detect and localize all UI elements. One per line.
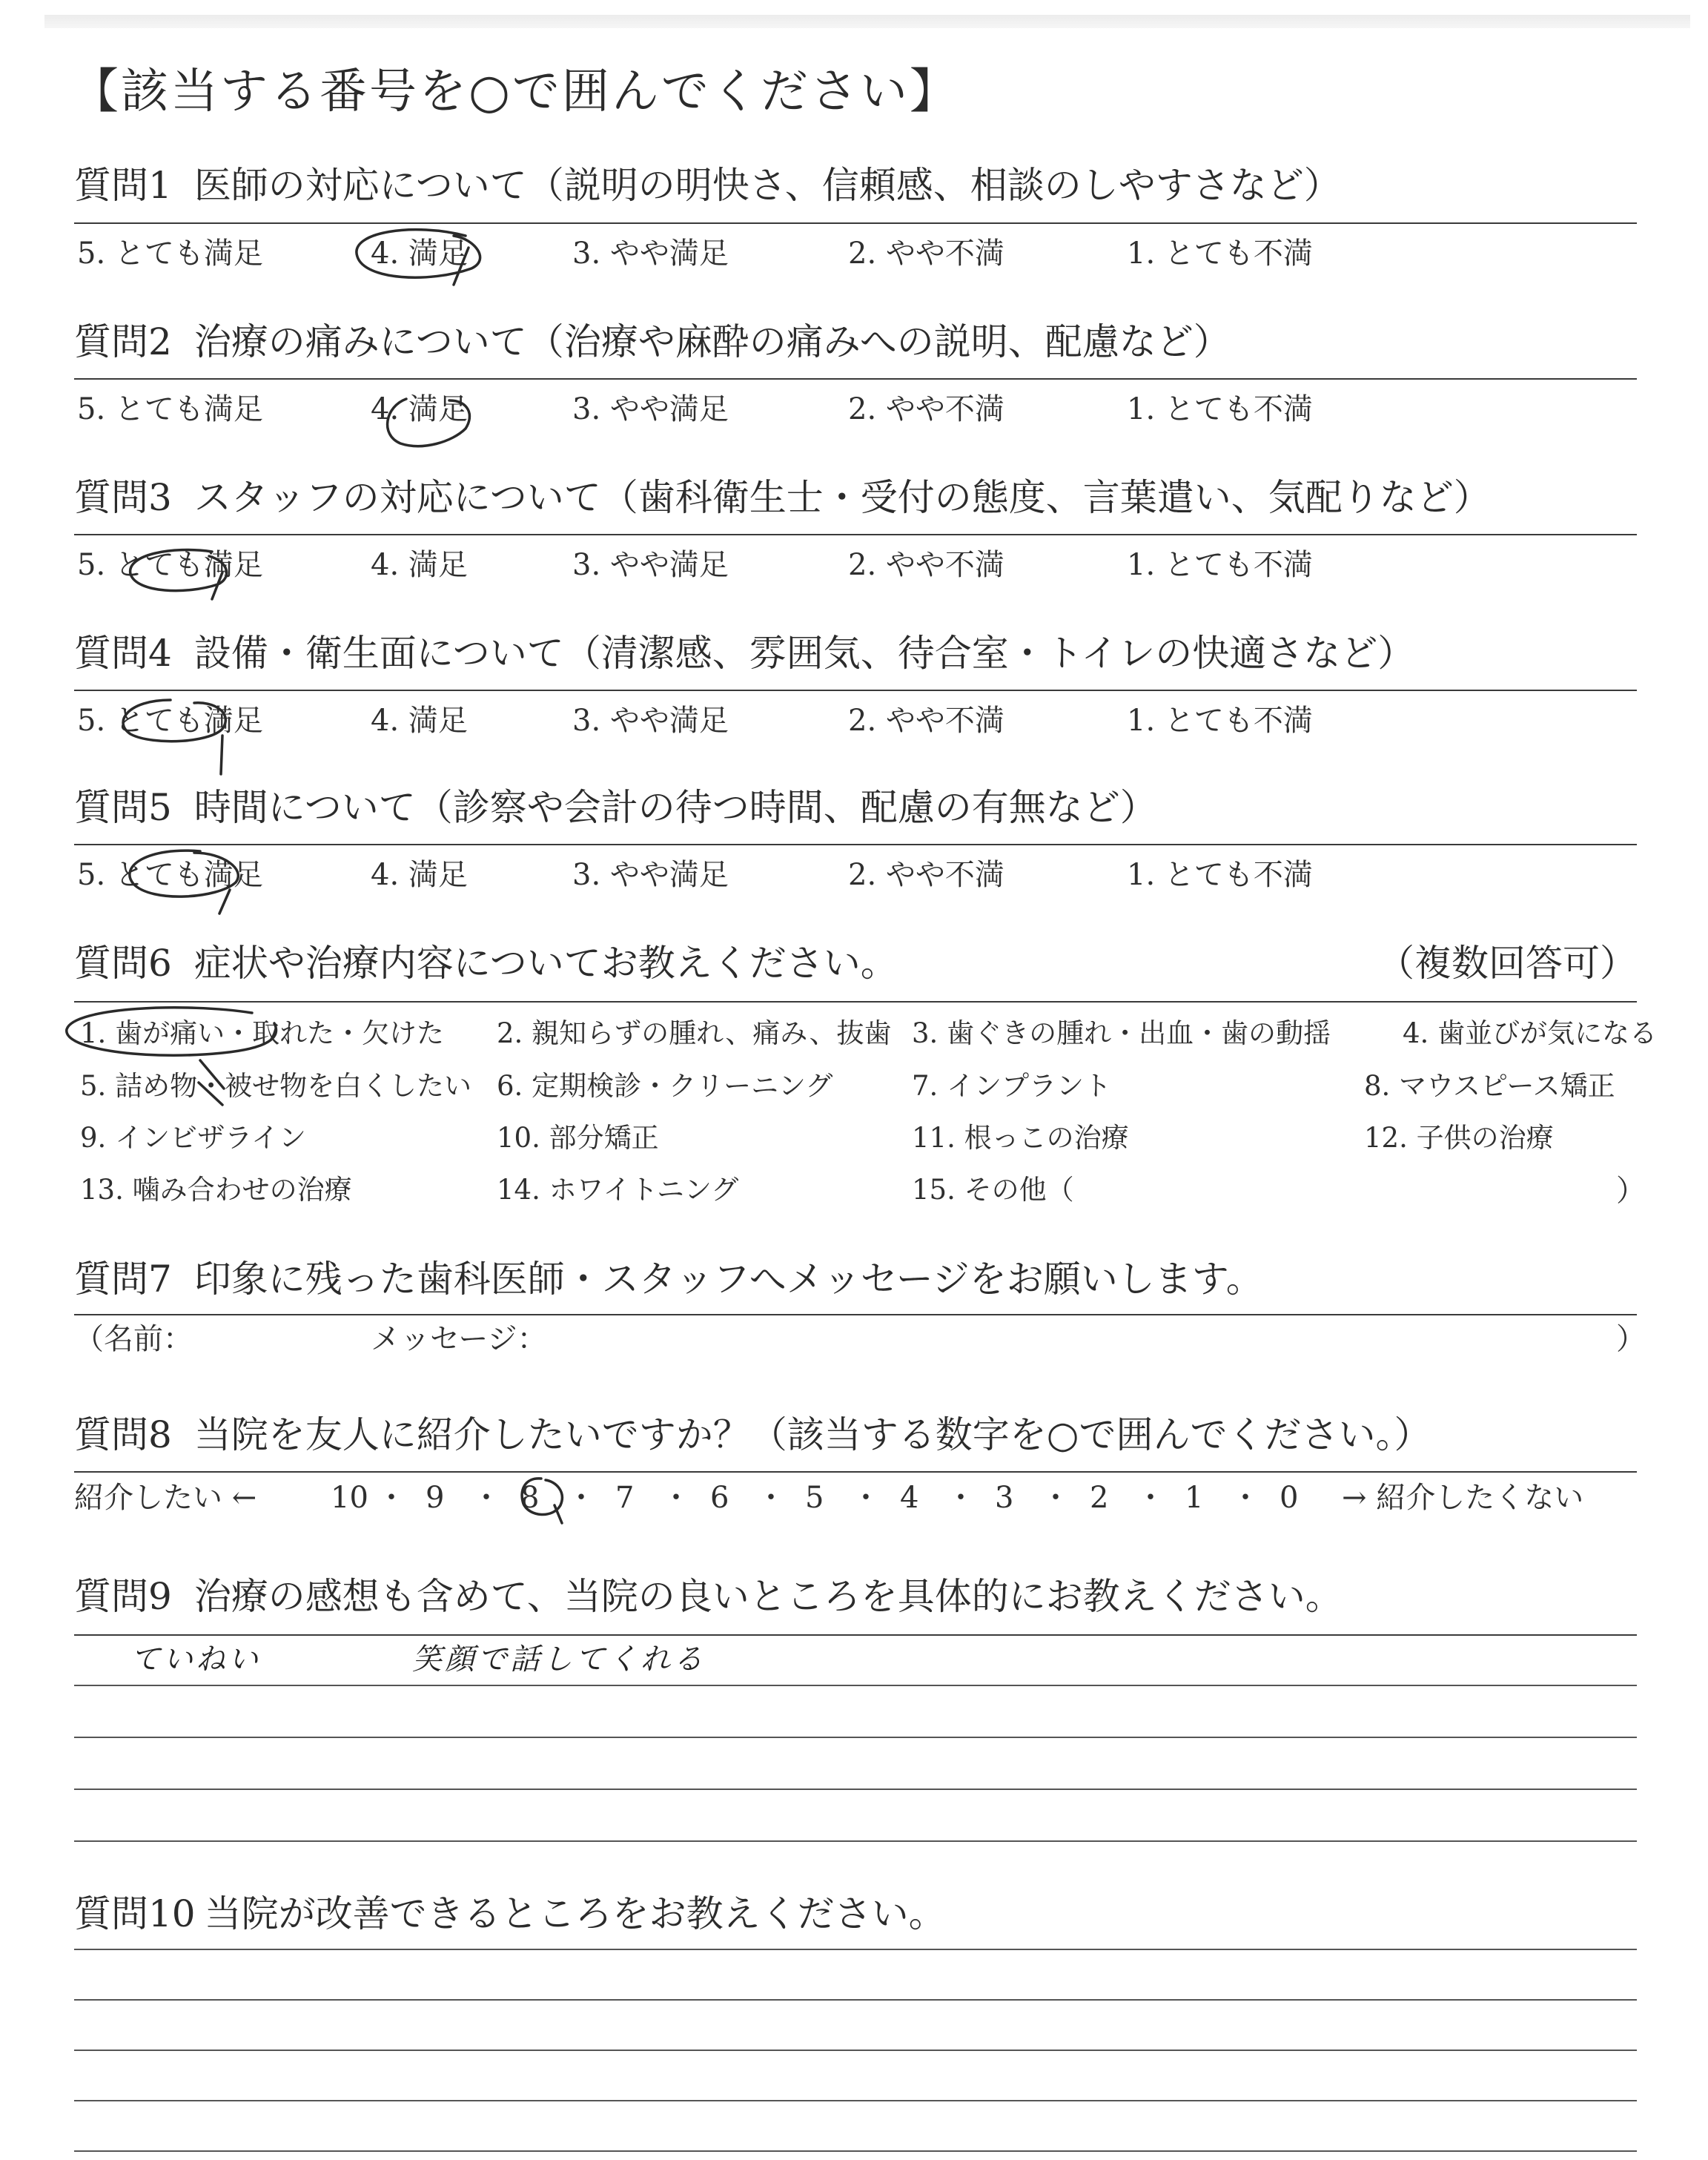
q8-scale-0[interactable]: 0 (1280, 1481, 1299, 1515)
q2-option-3[interactable]: 3. やや満足 (572, 392, 729, 426)
question-6-note: （複数回答可） (1377, 942, 1637, 985)
q6-option-3[interactable]: 3. 歯ぐきの腫れ・出血・歯の動揺 (912, 1017, 1331, 1049)
question-10-title: 質問10 当院が改善できるところをお教えください。 (74, 1892, 946, 1935)
q8-scale-6[interactable]: 6 (710, 1481, 729, 1515)
question-6 (74, 942, 1637, 986)
q4-option-2[interactable]: 2. やや不満 (848, 704, 1004, 738)
question-3-title: 質問3 スタッフの対応について（歯科衛生士・受付の態度、言葉遣い、気配りなど） (74, 476, 1491, 519)
q6-other-close-paren: ） (1616, 1174, 1646, 1208)
instruction-heading: 【該当する番号を○で囲んでください】 (71, 65, 959, 119)
q2-option-5[interactable]: 5. とても満足 (77, 392, 263, 426)
q8-scale-2[interactable]: 2 (1090, 1481, 1109, 1515)
question-9 (74, 1575, 1637, 1619)
question-3-rule (74, 534, 1637, 535)
question-9-rule (74, 1634, 1637, 1636)
q3-option-3[interactable]: 3. やや満足 (572, 548, 729, 582)
q6-option-8[interactable]: 8. マウスピース矯正 (1364, 1070, 1615, 1102)
q8-scale-7[interactable]: 7 (615, 1481, 635, 1515)
scan-top-edge (44, 15, 1690, 28)
q2-option-4[interactable]: 4. 満足 (371, 392, 468, 426)
q3-option-5[interactable]: 5. とても満足 (77, 548, 263, 582)
q8-scale-4[interactable]: 4 (900, 1481, 919, 1515)
q1-option-3[interactable]: 3. やや満足 (572, 237, 729, 271)
question-5 (74, 786, 1637, 830)
q8-separator: ・ (377, 1481, 406, 1515)
q9-answer-line[interactable] (74, 1840, 1637, 1842)
question-1 (74, 164, 1637, 208)
q8-scale-8[interactable]: 8 (520, 1481, 540, 1515)
question-5-rule (74, 844, 1637, 845)
question-7 (74, 1258, 1637, 1302)
q6-option-12[interactable]: 12. 子供の治療 (1364, 1122, 1554, 1154)
q6-option-10[interactable]: 10. 部分矯正 (497, 1122, 659, 1154)
question-2 (74, 320, 1637, 365)
q8-separator: ・ (756, 1481, 786, 1515)
question-7-title: 質問7 印象に残った歯科医師・スタッフへメッセージをお願いします。 (74, 1258, 1263, 1301)
question-8-rule (74, 1471, 1637, 1473)
q8-separator: ・ (1041, 1481, 1070, 1515)
question-5-title: 質問5 時間について（診察や会計の待つ時間、配慮の有無など） (74, 786, 1157, 829)
q4-option-1[interactable]: 1. とても不満 (1127, 704, 1313, 738)
q8-left-label: 紹介したい ← (74, 1481, 257, 1515)
q3-option-4[interactable]: 4. 満足 (371, 548, 468, 582)
q6-option-6[interactable]: 6. 定期検診・クリーニング (497, 1070, 833, 1102)
q9-answer-line[interactable] (74, 1789, 1637, 1790)
q8-scale-3[interactable]: 3 (995, 1481, 1014, 1515)
question-2-rule (74, 378, 1637, 380)
q4-option-4[interactable]: 4. 満足 (371, 704, 468, 738)
q10-answer-line[interactable] (74, 2100, 1637, 2101)
q8-separator: ・ (851, 1481, 881, 1515)
q8-scale-1[interactable]: 1 (1185, 1481, 1204, 1515)
question-4-title: 質問4 設備・衛生面について（清潔感、雰囲気、待合室・トイレの快適さなど） (74, 632, 1415, 675)
q5-option-3[interactable]: 3. やや満足 (572, 858, 729, 892)
question-1-title: 質問1 医師の対応について（説明の明快さ、信頼感、相談のしやすさなど） (74, 164, 1341, 207)
question-7-rule (74, 1314, 1637, 1315)
question-6-title: 質問6 症状や治療内容についてお教えください。 (74, 942, 898, 985)
question-1-rule (74, 222, 1637, 224)
q6-option-7[interactable]: 7. インプラント (912, 1070, 1112, 1102)
q1-option-5[interactable]: 5. とても満足 (77, 237, 263, 271)
q6-option-2[interactable]: 2. 親知らずの腫れ、痛み、抜歯 (497, 1017, 892, 1049)
q9-answer-line[interactable] (74, 1737, 1637, 1738)
question-8 (74, 1413, 1637, 1458)
q10-answer-line[interactable] (74, 2050, 1637, 2051)
q5-option-1[interactable]: 1. とても不満 (1127, 858, 1313, 892)
q8-separator: ・ (566, 1481, 596, 1515)
q3-option-1[interactable]: 1. とても不満 (1127, 548, 1313, 582)
q5-option-4[interactable]: 4. 満足 (371, 858, 468, 892)
question-10 (74, 1892, 1637, 1937)
q6-option-1[interactable]: 1. 歯が痛い・取れた・欠けた (80, 1017, 445, 1049)
q6-option-4[interactable]: 4. 歯並びが気になる (1403, 1017, 1658, 1049)
q9-answer-handwriting-2: 笑顔で話してくれる (412, 1642, 706, 1677)
q6-option-5[interactable]: 5. 詰め物・被せ物を白くしたい (80, 1070, 472, 1102)
q6-option-9[interactable]: 9. インビザライン (80, 1122, 306, 1154)
q10-answer-line[interactable] (74, 1999, 1637, 2001)
q6-option-13[interactable]: 13. 噛み合わせの治療 (80, 1174, 352, 1206)
q8-right-label: → 紹介したくない (1342, 1481, 1584, 1515)
question-6-rule (74, 1001, 1637, 1003)
q9-answer-handwriting-1: ていねい (130, 1642, 261, 1677)
q9-answer-line[interactable] (74, 1685, 1637, 1686)
q1-option-1[interactable]: 1. とても不満 (1127, 237, 1313, 271)
q1-option-4[interactable]: 4. 満足 (371, 237, 468, 271)
q4-option-3[interactable]: 3. やや満足 (572, 704, 729, 738)
q2-option-2[interactable]: 2. やや不満 (848, 392, 1004, 426)
question-4 (74, 632, 1637, 676)
q6-option-15[interactable]: 15. その他（ (912, 1174, 1074, 1206)
q1-option-2[interactable]: 2. やや不満 (848, 237, 1004, 271)
q5-option-5[interactable]: 5. とても満足 (77, 858, 263, 892)
q6-option-11[interactable]: 11. 根っこの治療 (912, 1122, 1129, 1154)
q3-option-2[interactable]: 2. やや不満 (848, 548, 1004, 582)
q8-separator: ・ (946, 1481, 976, 1515)
question-2-title: 質問2 治療の痛みについて（治療や麻酔の痛みへの説明、配慮など） (74, 320, 1231, 363)
question-3 (74, 476, 1637, 521)
q6-option-14[interactable]: 14. ホワイトニング (497, 1174, 739, 1206)
q8-separator: ・ (471, 1481, 501, 1515)
q8-separator: ・ (661, 1481, 691, 1515)
q10-answer-line[interactable] (74, 2150, 1637, 2152)
q7-close-paren: ） (1616, 1322, 1646, 1356)
q5-option-2[interactable]: 2. やや不満 (848, 858, 1004, 892)
q8-scale-5[interactable]: 5 (805, 1481, 824, 1515)
question-4-rule (74, 690, 1637, 691)
q8-separator: ・ (1136, 1481, 1165, 1515)
question-8-title: 質問8 当院を友人に紹介したいですか？（該当する数字を○で囲んでください。） (74, 1413, 1431, 1456)
q10-answer-line[interactable] (74, 1949, 1637, 1950)
q2-option-1[interactable]: 1. とても不満 (1127, 392, 1313, 426)
q4-option-5[interactable]: 5. とても満足 (77, 704, 263, 738)
q7-name-label[interactable]: （名前： (74, 1322, 193, 1356)
q8-scale-9[interactable]: 9 (426, 1481, 445, 1515)
q7-message-label[interactable]: メッセージ： (371, 1322, 547, 1356)
question-9-title: 質問9 治療の感想も含めて、当院の良いところを具体的にお教えください。 (74, 1575, 1343, 1618)
q8-scale-10[interactable]: 10 (331, 1481, 368, 1515)
q8-separator: ・ (1231, 1481, 1260, 1515)
